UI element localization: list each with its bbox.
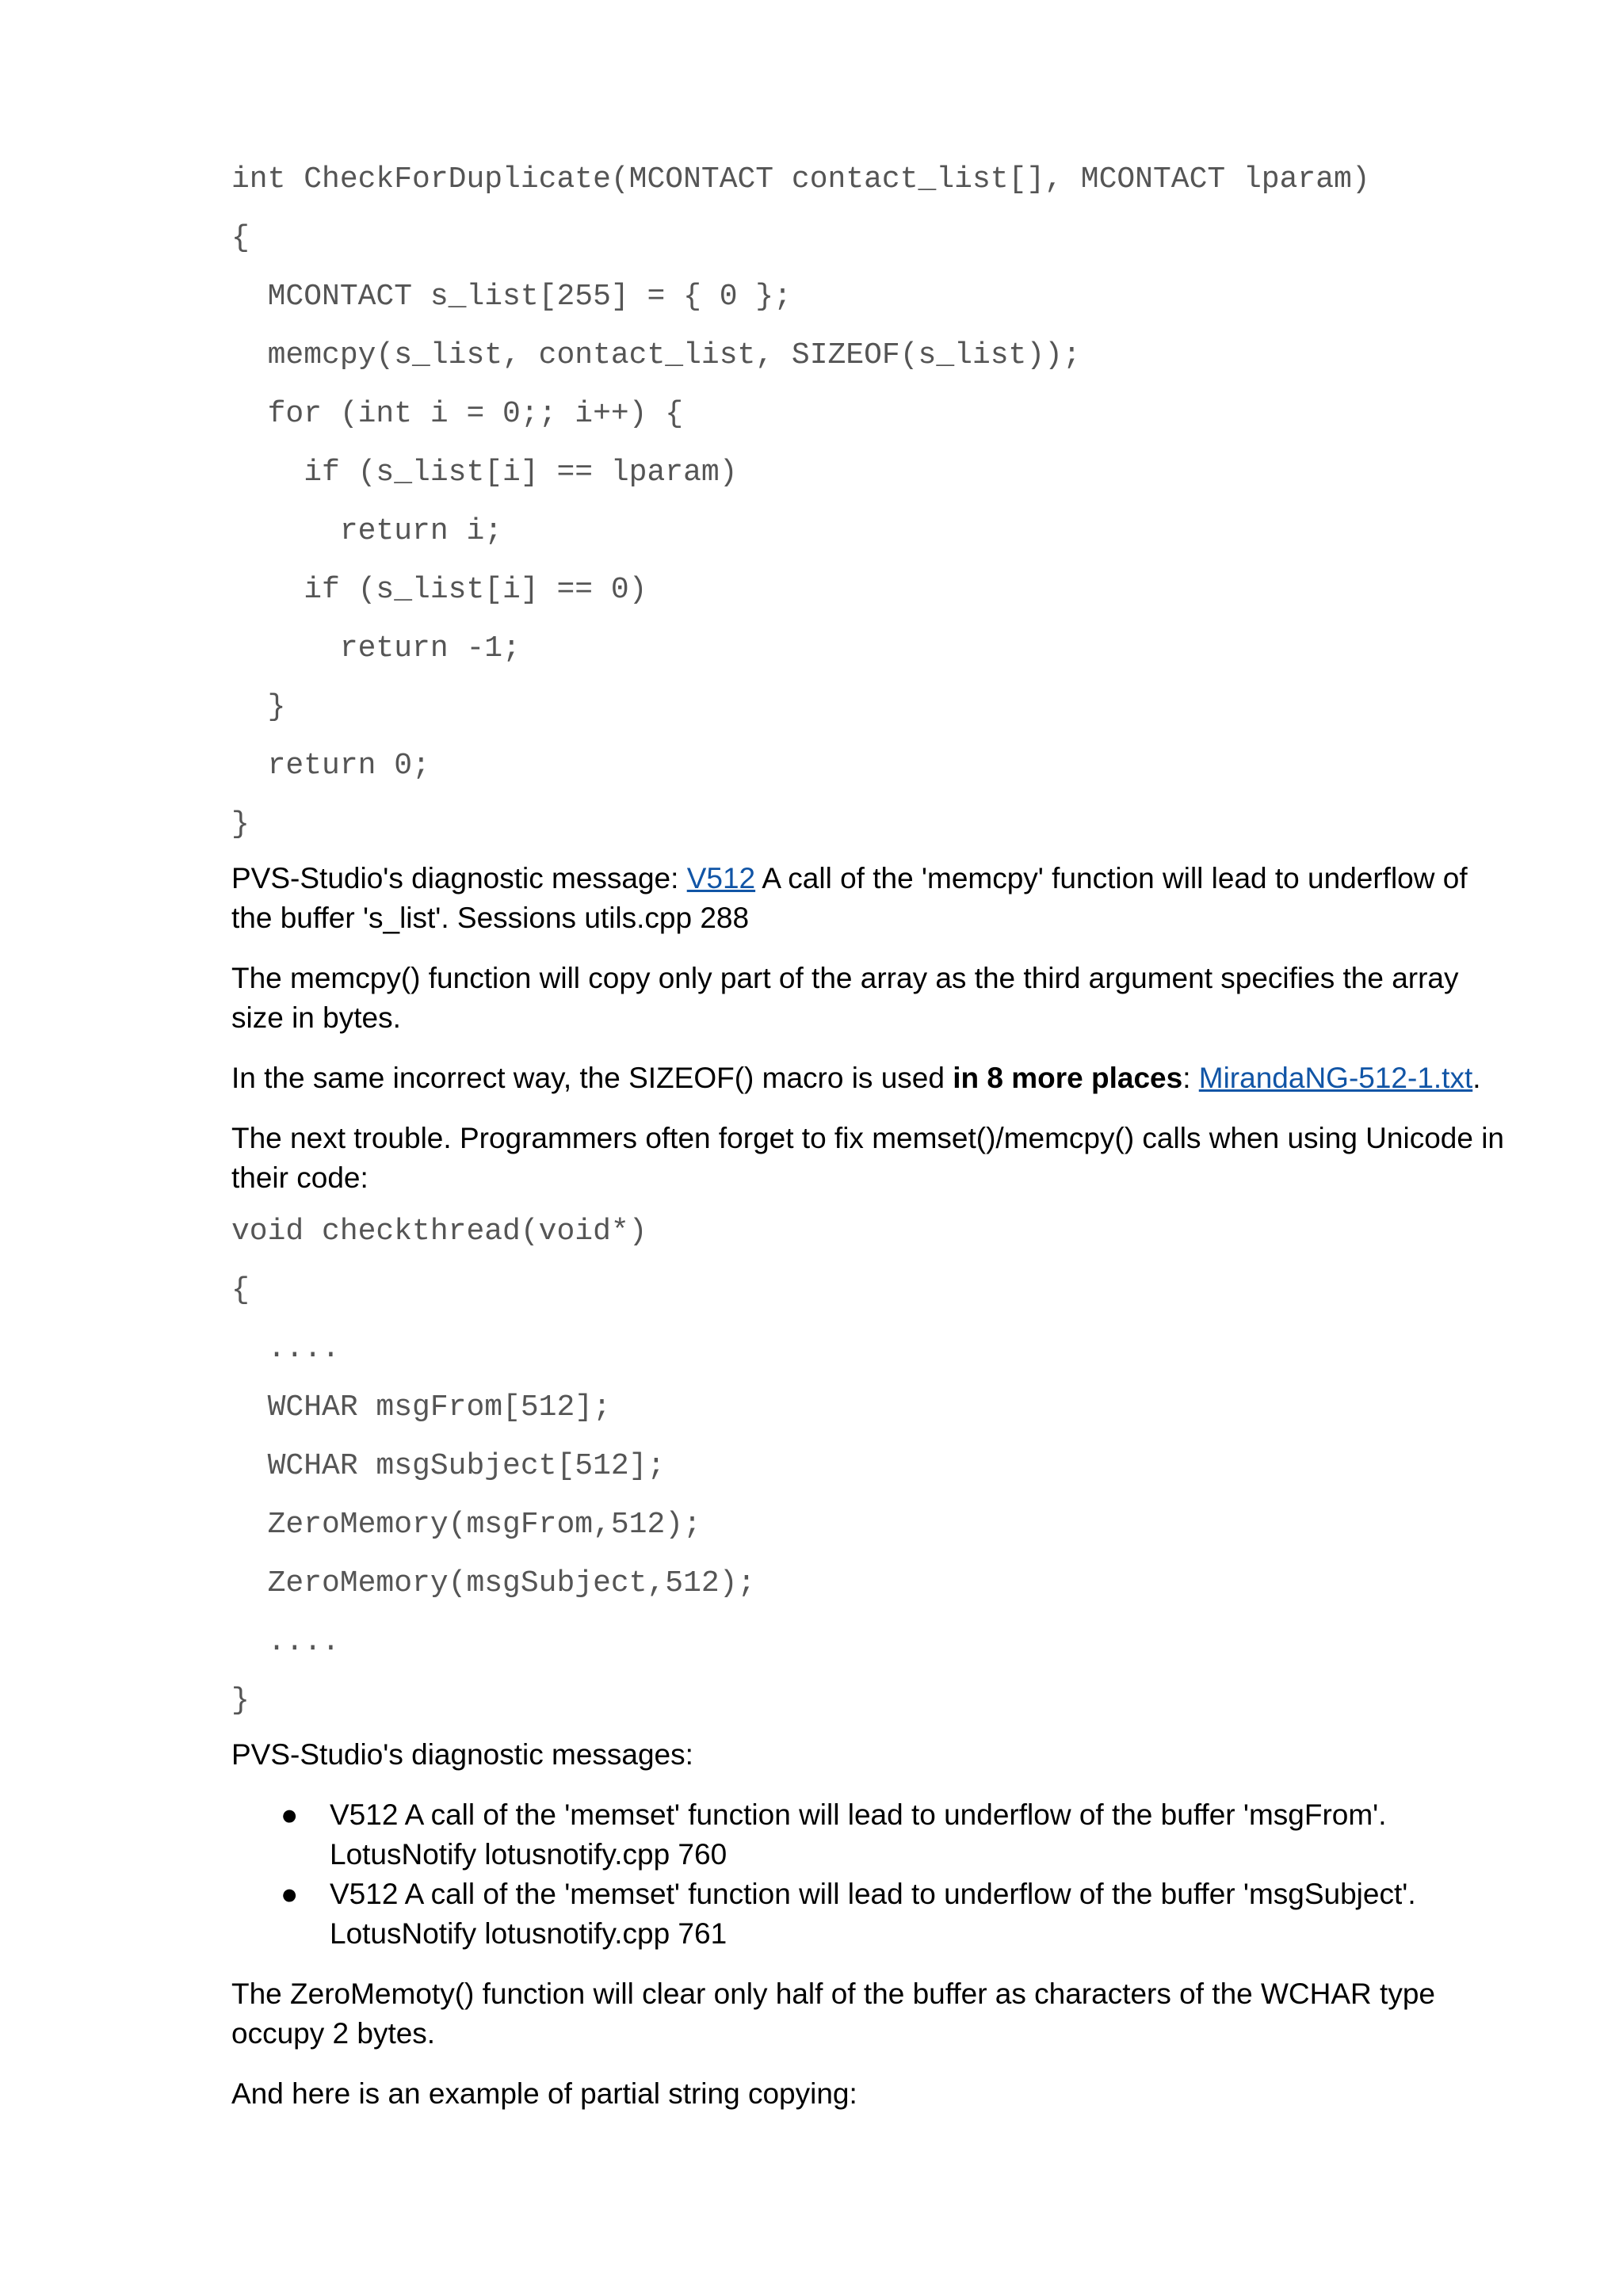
document-page <box>231 151 1515 2114</box>
code-line: { <box>231 1273 250 1307</box>
unicode-trouble-paragraph: The next trouble. Programmers often forget to fix memset()/memcpy() calls when using Unicode in their code: <box>231 1122 1505 1194</box>
diagnostic-messages-heading: PVS-Studio's diagnostic messages: <box>231 1738 693 1771</box>
code-line: void checkthread(void*) <box>231 1215 647 1249</box>
code-line: memcpy(s_list, contact_list, SIZEOF(s_list)); <box>231 338 1081 372</box>
code-line: } <box>231 807 250 841</box>
bullet-icon: ● <box>281 1798 299 1831</box>
code-line: int CheckForDuplicate(MCONTACT contact_list[], MCONTACT lparam) <box>231 162 1370 196</box>
miranda-log-link[interactable]: MirandaNG-512-1.txt <box>1198 1062 1473 1094</box>
zeromemory-explanation-paragraph: The ZeroMemoty() function will clear only half of the buffer as characters of the WCHAR type occupy 2 bytes. <box>231 1978 1435 2050</box>
code-line: } <box>231 1684 250 1718</box>
code-line: if (s_list[i] == lparam) <box>231 456 738 490</box>
code-line: .... <box>231 1625 340 1659</box>
list-item-text: V512 A call of the 'memset' function will lead to underflow of the buffer 'msgSubject'. LotusNotify lotusnotify.cpp 761 <box>330 1878 1416 1950</box>
code-block-check-for-duplicate <box>231 151 1515 854</box>
code-line: return -1; <box>231 631 521 666</box>
sizeof-bold-count: in 8 more places <box>953 1062 1183 1094</box>
list-item <box>281 1795 1515 1875</box>
sizeof-usage-paragraph <box>231 1058 1515 1098</box>
diagnostic-suffix: A call of the 'memcpy' function will lead to underflow of the buffer 's_list'. Sessions utils.cpp 288 <box>231 862 1468 934</box>
bullet-icon: ● <box>281 1878 299 1910</box>
diagnostic-list <box>231 1795 1515 1954</box>
code-line: { <box>231 221 250 255</box>
partial-copy-intro-paragraph: And here is an example of partial string copying: <box>231 2077 857 2110</box>
code-block-checkthread <box>231 1203 1515 1730</box>
code-line: return 0; <box>231 749 430 783</box>
code-line: MCONTACT s_list[255] = { 0 }; <box>231 280 792 314</box>
code-line: ZeroMemory(msgFrom,512); <box>231 1508 701 1542</box>
code-line: if (s_list[i] == 0) <box>231 573 647 607</box>
list-item-text: V512 A call of the 'memset' function will lead to underflow of the buffer 'msgFrom'. LotusNotify lotusnotify.cpp 760 <box>330 1798 1387 1871</box>
code-line: return i; <box>231 514 503 548</box>
diagnostic-prefix: PVS-Studio's diagnostic message: <box>231 862 687 894</box>
list-item <box>281 1875 1515 1954</box>
diagnostic-message-paragraph <box>231 859 1515 938</box>
sizeof-suffix: . <box>1472 1062 1481 1094</box>
sizeof-prefix: In the same incorrect way, the SIZEOF() macro is used <box>231 1062 953 1094</box>
code-line: ZeroMemory(msgSubject,512); <box>231 1566 756 1600</box>
code-line: } <box>231 690 286 724</box>
v512-link[interactable]: V512 <box>686 862 756 894</box>
sizeof-middle: : <box>1182 1062 1199 1094</box>
code-line: .... <box>231 1332 340 1366</box>
code-line: for (int i = 0;; i++) { <box>231 397 684 431</box>
memcpy-explanation-paragraph: The memcpy() function will copy only part of the array as the third argument specifies the array size in bytes. <box>231 962 1459 1034</box>
code-line: WCHAR msgSubject[512]; <box>231 1449 666 1483</box>
code-line: WCHAR msgFrom[512]; <box>231 1390 611 1425</box>
